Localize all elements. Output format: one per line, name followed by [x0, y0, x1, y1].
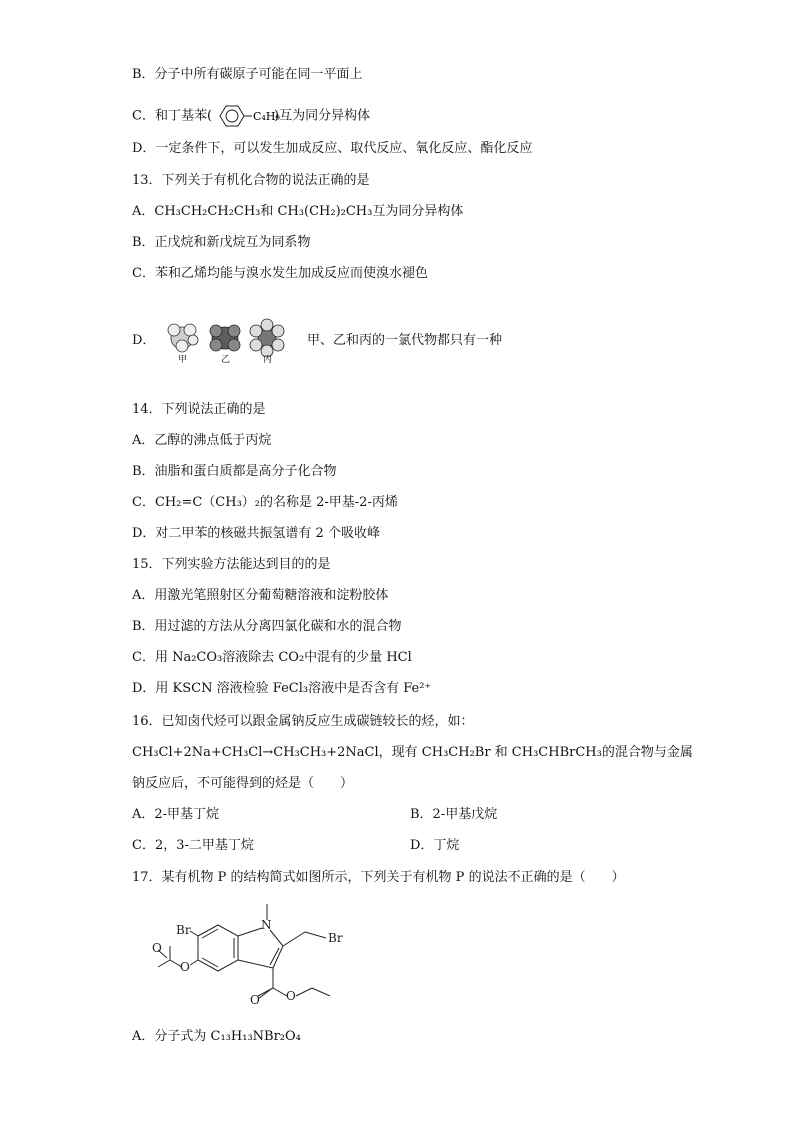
q16-line3: 钠反应后，不可能得到的烃是（ ）	[132, 776, 354, 791]
q12-option-c	[132, 103, 370, 129]
q16-option-a: A．2-甲基丁烷	[132, 807, 220, 822]
q14-option-d: D．对二甲苯的核磁共振氢谱有 2 个吸收峰	[132, 526, 380, 541]
compound-p-structure	[140, 898, 380, 1018]
q13-option-d-text: 甲、乙和丙的一氯代物都只有一种	[307, 333, 503, 348]
q15-option-d: D．用 KSCN 溶液检验 FeCl₃溶液中是否含有 Fe²⁺	[132, 681, 432, 696]
molecule-models	[162, 318, 302, 365]
model-label-bing: 丙	[263, 355, 273, 365]
ether-o-label: O	[286, 989, 296, 1003]
q12-option-d: D．一定条件下，可以发生加成反应、取代反应、氧化反应、酯化反应	[132, 141, 533, 156]
methane-model	[168, 324, 198, 352]
ethylene-model	[210, 325, 240, 351]
q14-option-b: B．油脂和蛋白质都是高分子化合物	[132, 464, 337, 479]
q14-option-a: A．乙醇的沸点低于丙烷	[132, 433, 272, 448]
q16-option-d: D．丁烷	[410, 838, 460, 853]
model-label-jia: 甲	[178, 355, 188, 365]
q12-option-c-post: )互为同分异构体	[274, 108, 371, 124]
q13-option-a: A．CH₃CH₂CH₂CH₃和 CH₃(CH₂)₂CH₃互为同分异构体	[132, 204, 464, 219]
q13-option-b: B．正戊烷和新戊烷互为同系物	[132, 235, 311, 250]
ring-br-label: Br	[176, 923, 191, 937]
butylbenzene-structure	[212, 103, 280, 129]
q13-option-c: C．苯和乙烯均能与溴水发生加成反应而使溴水褪色	[132, 266, 428, 281]
carbonyl-o-label: O	[152, 941, 162, 955]
q13-stem: 13．下列关于有机化合物的说法正确的是	[132, 173, 370, 188]
q15-stem: 15．下列实验方法能达到目的的是	[132, 557, 331, 572]
q16-option-b: B．2-甲基戊烷	[410, 807, 498, 822]
model-label-yi: 乙	[221, 355, 231, 365]
q13-option-d-letter: D．	[132, 333, 156, 348]
ester-o-label: O	[180, 960, 190, 974]
q15-option-a: A．用激光笔照射区分葡萄糖溶液和淀粉胶体	[132, 588, 389, 603]
q17-option-a: A．分子式为 C₁₃H₁₃NBr₂O₄	[132, 1029, 301, 1044]
butyl-group-label: C₄H₉	[253, 110, 280, 123]
q14-stem: 14．下列说法正确的是	[132, 402, 266, 417]
q17-stem: 17．某有机物 P 的结构简式如图所示，下列关于有机物 P 的说法不正确的是（ ）	[132, 870, 625, 885]
q16-stem: 16．已知卤代烃可以跟金属钠反应生成碳链较长的烃，如：	[132, 714, 474, 729]
q14-option-c: C．CH₂=C（CH₃）₂的名称是 2-甲基-2-丙烯	[132, 495, 398, 510]
chain-br-label: Br	[328, 931, 343, 945]
q15-option-c: C．用 Na₂CO₃溶液除去 CO₂中混有的少量 HCl	[132, 650, 412, 665]
carboxyl-o-label: O	[250, 993, 260, 1007]
q16-option-c: C．2，3-二甲基丁烷	[132, 838, 254, 853]
q12-option-b: B．分子中所有碳原子可能在同一平面上	[132, 67, 363, 82]
compound-p-svg	[140, 898, 380, 1018]
n-label: N	[261, 918, 272, 932]
q12-option-c-pre: C．和丁基苯(	[132, 108, 213, 124]
q15-option-b: B．用过滤的方法从分离四氯化碳和水的混合物	[132, 619, 402, 634]
q16-line2: CH₃Cl+2Na+CH₃Cl→CH₃CH₃+2NaCl，现有 CH₃CH₂Br 和 CH₃CHBrCH₃的混合物与金属	[132, 745, 693, 760]
